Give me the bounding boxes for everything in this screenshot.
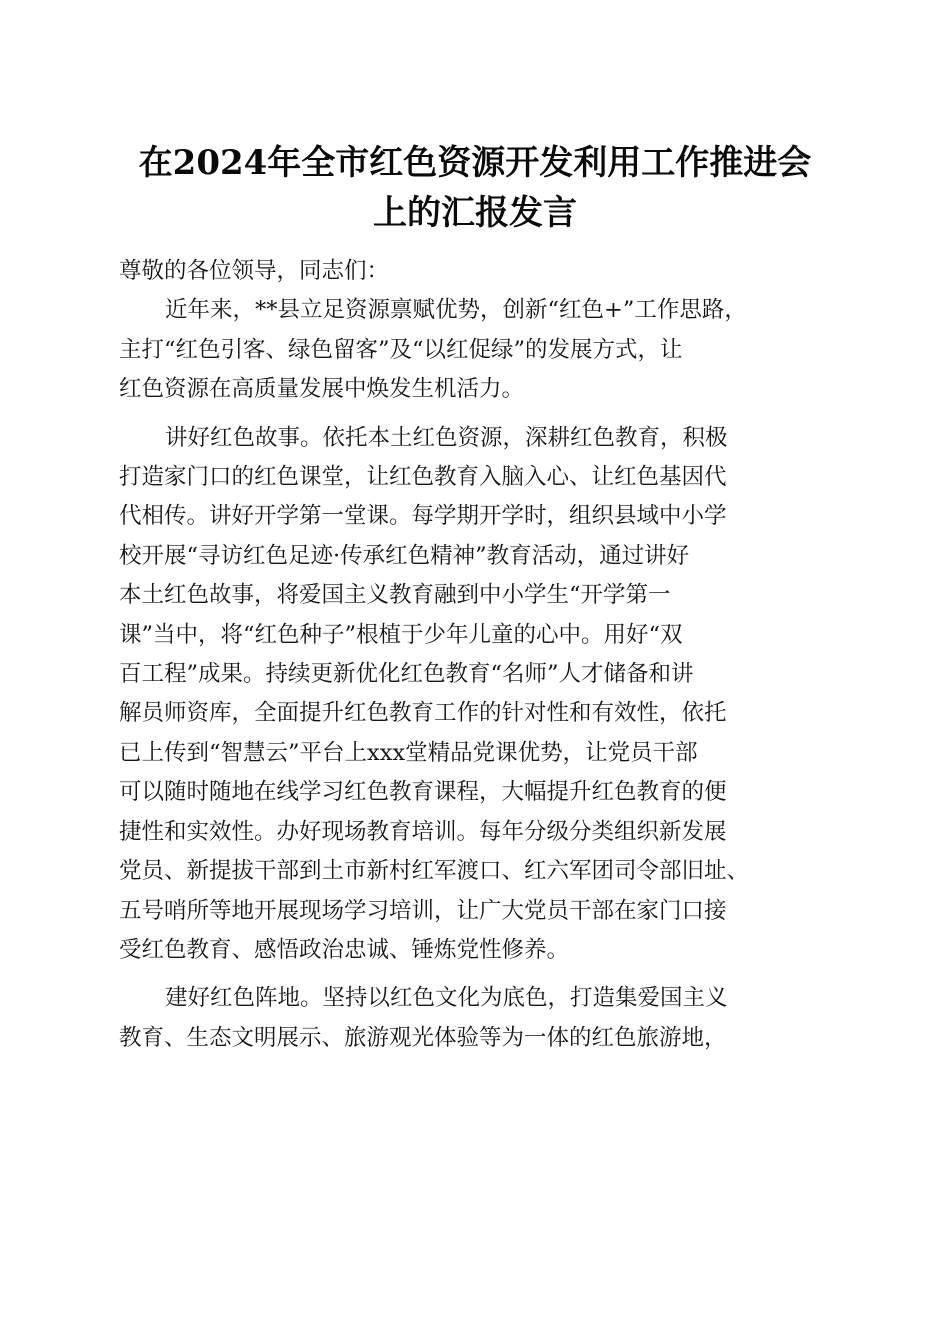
paragraph-line: 教育、生态文明展示、旅游观光体验等为一体的红色旅游地， [119,1024,727,1051]
paragraph-line: 建好红色阵地。坚持以红色文化为底色，打造集爱国主义 [165,985,728,1012]
paragraph-line: 五号哨所等地开展现场学习培训，让广大党员干部在家门口接 [119,897,727,924]
paragraph-line: 代相传。讲好开学第一堂课。每学期开学时，组织县域中小学 [119,503,727,530]
paragraph-line: 本土红色故事，将爱国主义教育融到中小学生“开学第一 [119,582,671,609]
paragraph-line: 校开展“寻访红色足迹·传承红色精神”教育活动，通过讲好 [119,542,690,569]
paragraph-line: 红色资源在高质量发展中焕发生机活力。 [119,376,525,403]
paragraph-line: 百工程”成果。持续更新优化红色教育“名师”人才储备和讲 [119,661,694,688]
paragraph-line: 解员师资库，全面提升红色教育工作的针对性和有效性，依托 [119,700,727,727]
paragraph-line: 捷性和实效性。办好现场教育培训。每年分级分类组织新发展 [119,818,727,845]
paragraph-line: 主打“红色引客、绿色留客”及“以红促绿”的发展方式，让 [119,336,683,363]
title-line-2: 上的汇报发言 [373,193,577,233]
paragraph-line: 打造家门口的红色课堂，让红色教育入脑入心、让红色基因代 [119,464,727,491]
paragraph-line: 党员、新提拔干部到土市新村红军渡口、红六军团司令部旧址、 [119,858,750,885]
document-body [119,252,829,1058]
paragraph-red-stories [119,419,829,971]
paragraph-line: 讲好红色故事。依托本土红色资源，深耕红色教育，积极 [165,424,728,451]
document-title [110,138,840,238]
paragraph-intro [119,291,829,409]
paragraph-line: 受红色教育、感悟政治忠诚、锤炼党性修养。 [119,936,570,963]
title-line-1: 在2024年全市红色资源开发利用工作推进会 [138,143,812,183]
paragraph-red-bases [119,979,829,1058]
paragraph-line: 已上传到“智慧云”平台上xxx堂精品党课优势，让党员干部 [119,739,698,766]
salutation: 尊敬的各位领导，同志们： [119,258,390,284]
paragraph-line: 课”当中，将“红色种子”根植于少年儿童的心中。用好“双 [119,621,683,648]
paragraph-line: 近年来，**县立足资源禀赋优势，创新“红色+”工作思路， [165,297,747,324]
paragraph-line: 可以随时随地在线学习红色教育课程，大幅提升红色教育的便 [119,779,727,806]
